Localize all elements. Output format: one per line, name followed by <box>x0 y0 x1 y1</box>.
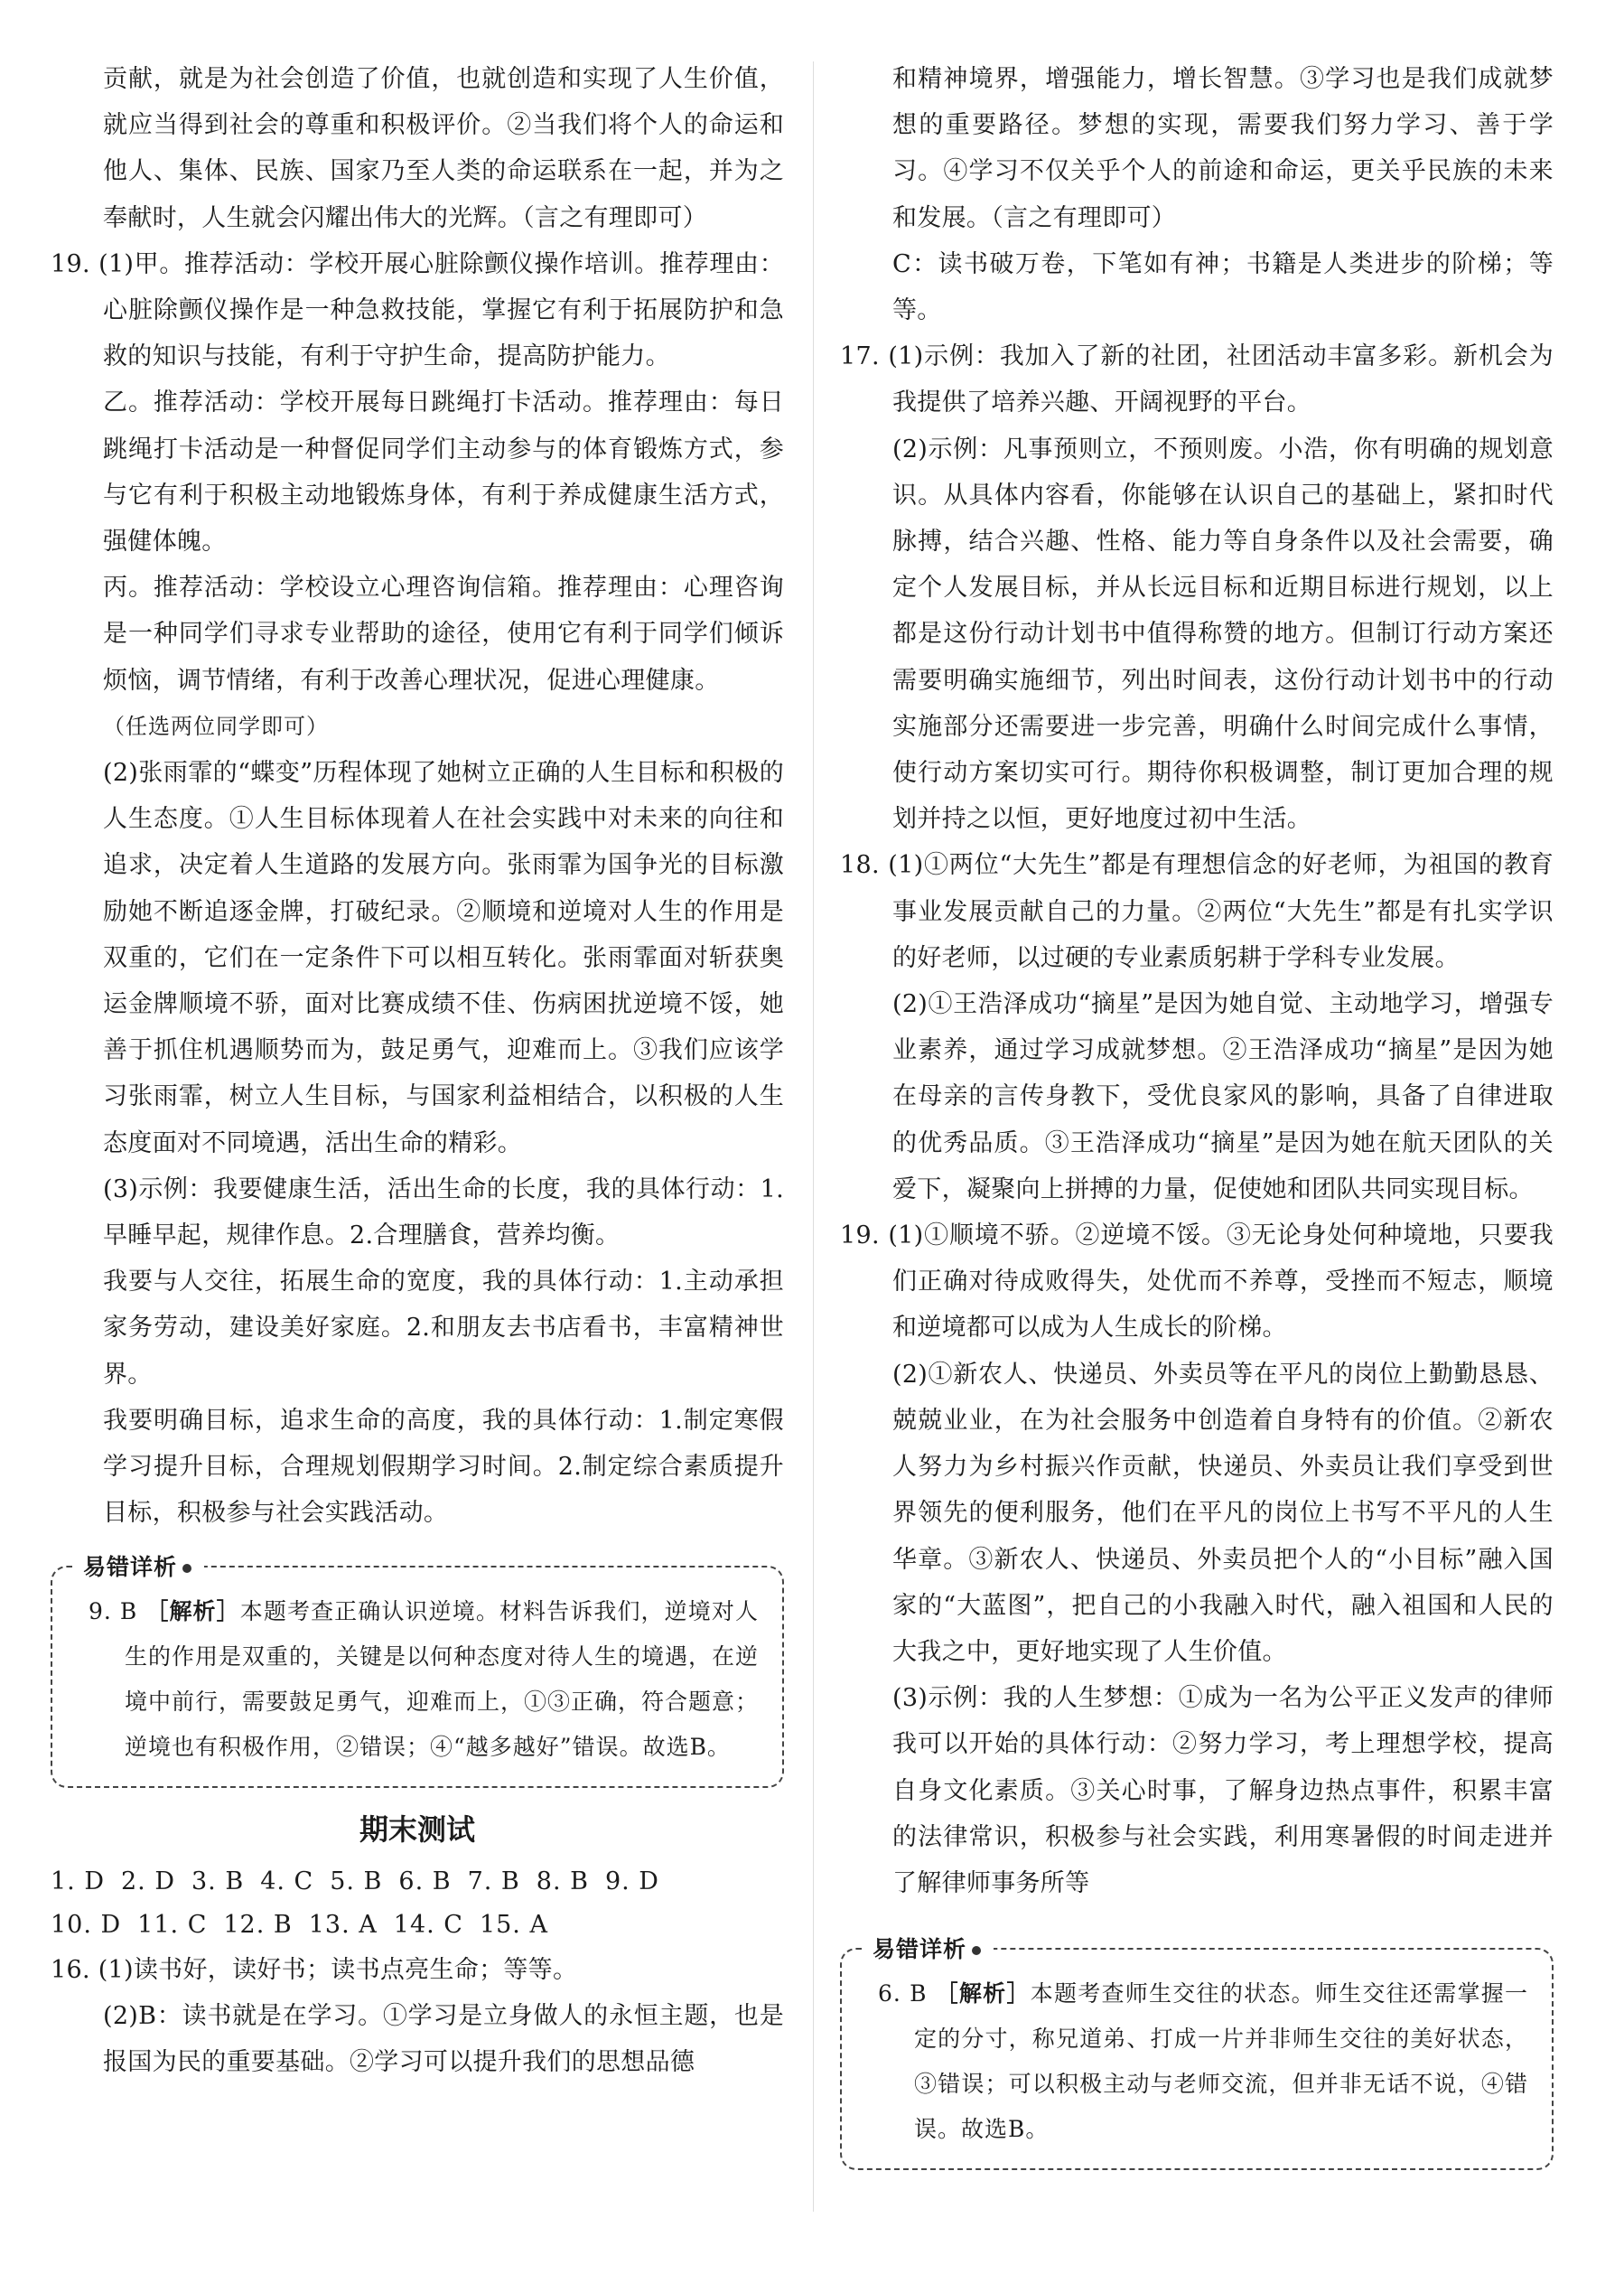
q19-3b: 我要与人交往，拓展生命的宽度，我的具体行动：1.主动承担家务劳动，建设美好家庭。2.和朋友去书店看书，丰富精神世界。 <box>103 1268 784 1389</box>
q19-2: (2)张雨霏的“蝶变”历程体现了她树立正确的人生目标和积极的人生态度。①人生目标体现着人在社会实践中对未来的向往和追求，决定着人生道路的发展方向。张雨霏为国争光的目标激励她不断追逐金牌，打破纪录。②顺境和逆境对人生的作用是双重的，它们在一定条件下可以相互转化。张雨霏面对斩获奥运金牌顺境不骄，面对比赛成绩不佳、伤病困扰逆境不馁，她善于抓住机遇顺势而为，鼓足勇气，迎难而上。③我们应该学习张雨霏，树立人生目标，与国家利益相结合，以积极的人生态度面对不同境遇，活出生命的精彩。 <box>103 759 784 1157</box>
q19-3a: (3)示例：我要健康生活，活出生命的长度，我的具体行动：1.早睡早起，规律作息。2.合理膳食，营养均衡。 <box>103 1174 784 1250</box>
q16-c: C：读书破万卷，下笔如有神；书籍是人类进步的阶梯；等等。 <box>892 249 1554 325</box>
right-column <box>840 56 1554 2170</box>
answer-item: 11. C <box>137 1910 208 1939</box>
q16-2: (2)B：读书就是在学习。①学习是立身做人的永恒主题，也是报国为民的重要基础。②学习可以提升我们的思想品德 <box>103 2001 784 2076</box>
q17-1: 17. (1)示例：我加入了新的社团，社团活动丰富多彩。新机会为我提供了培养兴趣、开阔视野的平台。 <box>840 342 1554 417</box>
q19-1-jia: 19. (1)甲。推荐活动：学校开展心脏除颤仪操作培训。推荐理由：心脏除颤仪操作是一种急救技能，掌握它有利于拓展防护和急救的知识与技能，有利于守护生命，提高防护能力。 <box>51 249 784 371</box>
analysis-label: ［解析］ <box>145 1597 240 1624</box>
q18-1: 18. (1)①两位“大先生”都是有理想信念的好老师，为祖国的教育事业发展贡献自己的力量。②两位“大先生”都是有扎实学识的好老师，以过硬的专业素质躬耕于学科专业发展。 <box>840 851 1554 972</box>
answer-item: 6. B <box>398 1867 452 1895</box>
error-analysis-title: 易错详析 <box>83 1553 178 1580</box>
q17-2: (2)示例：凡事预则立，不预则废。小浩，你有明确的规划意识。从具体内容看，你能够在认识自己的基础上，紧扣时代脉搏，结合兴趣、性格、能力等自身条件以及社会需要，确定个人发展目标，并从长远目标和近期目标进行规划，以上都是这份行动计划书中值得称赞的地方。但制订行动方案还需要明确实施细节，列出时间表，这份行动计划书中的行动实施部分还需要进一步完善，明确什么时间完成什么事情，使行动方案切实可行。期待你积极调整，制订更加合理的规划并持之以恒，更好地度过初中生活。 <box>892 435 1554 834</box>
answers-row-2 <box>51 1904 784 1947</box>
answer-item: 15. A <box>479 1910 548 1939</box>
q19-2-right: (2)①新农人、快递员、外卖员等在平凡的岗位上勤勤恳恳、兢兢业业，在为社会服务中创造着自身特有的价值。②新农人努力为乡村振兴作贡献，快递员、外卖员让我们享受到世界领先的便利服务，他们在平凡的岗位上书写不平凡的人生华章。③新农人、快递员、外卖员把个人的“小目标”融入国家的“大蓝图”，把自己的小我融入时代，融入祖国和人民的大我之中，更好地实现了人生价值。 <box>892 1360 1554 1666</box>
q16-1: 16. (1)读书好，读好书；读书点亮生命；等等。 <box>51 1955 578 1984</box>
answer-item: 4. C <box>260 1867 314 1895</box>
error-analysis-title: 易错详析 <box>873 1936 967 1963</box>
error-analysis-box-right <box>840 1936 1554 2170</box>
q19-3c: 我要明确目标，追求生命的高度，我的具体行动：1.制定寒假学习提升目标，合理规划假期学习时间。2.制定综合素质提升目标，积极参与社会实践活动。 <box>103 1406 784 1528</box>
error-analysis-box-left <box>51 1553 784 1788</box>
analysis-body: 本题考查正确认识逆境。材料告诉我们，逆境对人生的作用是双重的，关键是以何种态度对待人生的境遇，在逆境中前行，需要鼓足勇气，迎难而上，①③正确，符合题意；逆境也有积极作用，②错误；④“越多越好”错误。故选B。 <box>125 1597 760 1760</box>
analysis-body: 本题考查师生交往的状态。师生交往还需掌握一定的分寸，称兄道弟、打成一片并非师生交往的美好状态，③错误；可以积极主动与老师交流，但并非无话不说，④错误。故选B。 <box>914 1980 1528 2143</box>
q19-1-yi: 乙。推荐活动：学校开展每日跳绳打卡活动。推荐理由：每日跳绳打卡活动是一种督促同学们主动参与的体育锻炼方式，参与它有利于积极主动地锻炼身体，有利于养成健康生活方式，强健体魄。 <box>103 388 784 557</box>
bullet-dot-icon <box>182 1564 191 1573</box>
q19-1-note: （任选两位同学即可） <box>103 713 329 739</box>
answer-item: 13. A <box>308 1910 378 1939</box>
left-column <box>51 56 784 2085</box>
right-paragraph-continued: 和精神境界，增强能力，增长智慧。③学习也是我们成就梦想的重要路径。梦想的实现，需要我们努力学习、善于学习。④学习不仅关乎个人的前途和命运，更关乎民族的未来和发展。（言之有理即可） <box>892 65 1554 232</box>
answer-item: 1. D <box>51 1867 105 1895</box>
answer-item: 14. C <box>393 1910 463 1939</box>
answer-item: 9. D <box>604 1867 659 1895</box>
error-answer: 9. B <box>89 1597 146 1624</box>
answer-item: 10. D <box>51 1910 122 1939</box>
error-answer: 6. B <box>878 1980 936 2007</box>
answer-item: 7. B <box>467 1867 520 1895</box>
q19-1-right: 19. (1)①顺境不骄。②逆境不馁。③无论身处何种境地，只要我们正确对待成败得失，处优而不养尊，受挫而不短志，顺境和逆境都可以成为人生成长的阶梯。 <box>840 1221 1554 1343</box>
error-analysis-text <box>89 1589 759 1770</box>
section-title: 期末测试 <box>359 1811 475 1847</box>
answers-row-1 <box>51 1860 784 1904</box>
answer-item: 3. B <box>191 1867 245 1895</box>
answer-item: 5. B <box>330 1867 383 1895</box>
answer-item: 8. B <box>536 1867 589 1895</box>
answer-item: 2. D <box>121 1867 175 1895</box>
error-analysis-tag <box>865 1932 994 1964</box>
q19-3-right: (3)示例：我的人生梦想：①成为一名为公平正义发声的律师我可以开始的具体行动：②努力学习，考上理想学校，提高自身文化素质。③关心时事，了解身边热点事件，积累丰富的法律常识，积极参与社会实践，利用寒暑假的时间走进并了解律师事务所等 <box>892 1684 1554 1897</box>
error-analysis-text <box>878 1971 1528 2152</box>
answer-item: 12. B <box>223 1910 293 1939</box>
q19-1-bing: 丙。推荐活动：学校设立心理咨询信箱。推荐理由：心理咨询是一种同学们寻求专业帮助的途径，使用它有利于同学们倾诉烦恼，调节情绪，有利于改善心理状况，促进心理健康。 <box>103 574 784 695</box>
column-divider <box>813 61 814 2212</box>
bullet-dot-icon <box>972 1946 981 1955</box>
left-paragraph-continued: 贡献，就是为社会创造了价值，也就创造和实现了人生价值，就应当得到社会的尊重和积极评价。②当我们将个人的命运和他人、集体、民族、国家乃至人类的命运联系在一起，并为之奉献时，人生就会闪耀出伟大的光辉。（言之有理即可） <box>103 65 784 232</box>
analysis-label: ［解析］ <box>935 1980 1031 2007</box>
q18-2: (2)①王浩泽成功“摘星”是因为她自觉、主动地学习，增强专业素养，通过学习成就梦想。②王浩泽成功“摘星”是因为她在母亲的言传身教下，受优良家风的影响，具备了自律进取的优秀品质。③王浩泽成功“摘星”是因为她在航天团队的关爱下，凝聚向上拼搏的力量，促使她和团队共同实现目标。 <box>892 990 1554 1203</box>
error-analysis-tag <box>76 1549 204 1582</box>
